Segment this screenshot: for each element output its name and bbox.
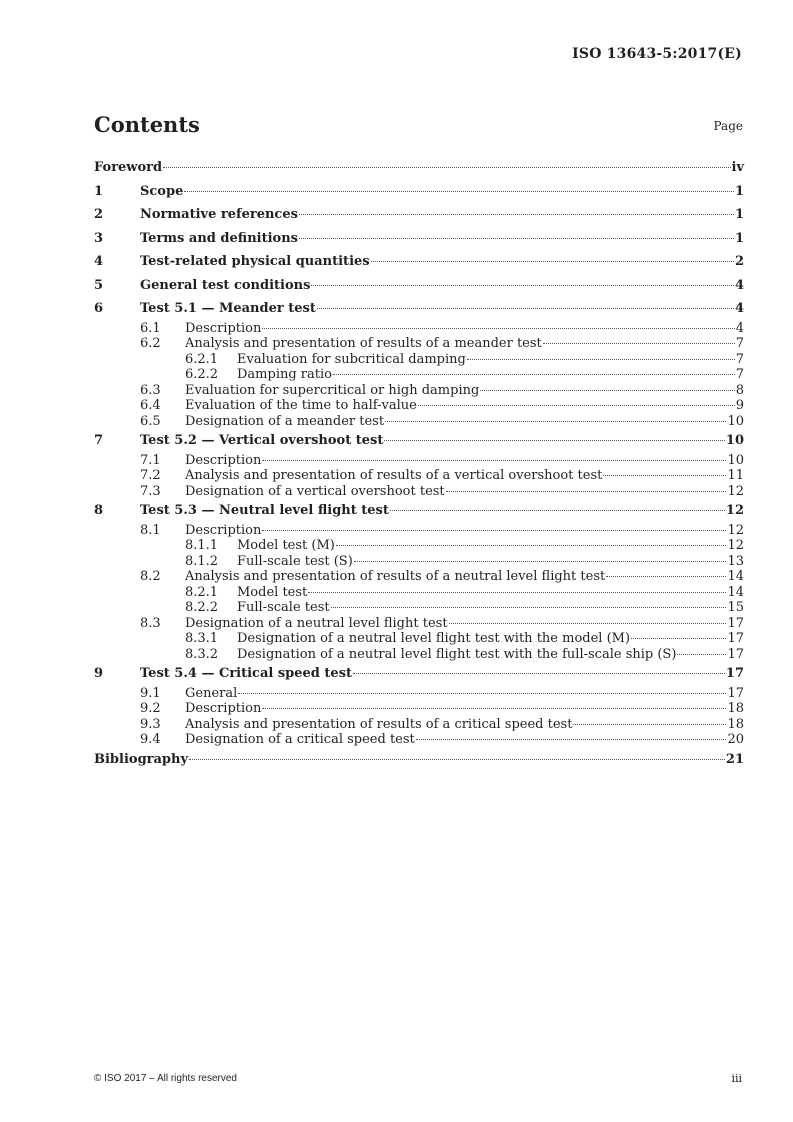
toc-entry-page: 7 <box>735 336 744 351</box>
toc-entry-title: Designation of a neutral level flight test with the full-scale ship (S) <box>237 646 677 662</box>
toc-entry-title: Full-scale test (S) <box>237 553 353 569</box>
dot-leader <box>371 261 734 262</box>
toc-entry[interactable] <box>94 274 744 298</box>
toc-entry-number: 9.4 <box>140 732 161 747</box>
toc-entry-title: Test 5.4 — Critical speed test <box>140 666 353 681</box>
toc-entry-title: Damping ratio <box>237 367 332 382</box>
toc-entry-number: 2 <box>94 207 104 222</box>
toc-entry-number: 7.1 <box>140 452 161 468</box>
toc-entry-page: 4 <box>734 277 744 293</box>
dot-leader <box>163 167 730 168</box>
toc-entry-page: 18 <box>727 716 744 732</box>
toc-entry-page: 14 <box>727 569 744 584</box>
toc-entry-page: 11 <box>727 468 744 483</box>
dot-leader <box>418 405 735 406</box>
toc-entry-page: 17 <box>725 666 744 681</box>
toc-entry[interactable] <box>94 227 744 251</box>
toc-entry-title: Analysis and presentation of results of a critical speed test <box>185 716 573 732</box>
toc-entry-title: Analysis and presentation of results of a meander test <box>185 336 542 351</box>
toc-entry-page: 8 <box>735 382 744 398</box>
dot-leader <box>262 328 734 329</box>
copyright-notice: © ISO 2017 – All rights reserved <box>94 1073 237 1084</box>
toc-entry-title: Analysis and presentation of results of a vertical overshoot test <box>185 468 603 483</box>
dot-leader <box>317 308 734 309</box>
toc-entry-page: 4 <box>734 301 744 316</box>
page-number: iii <box>731 1072 742 1085</box>
toc-entry[interactable] <box>94 156 744 180</box>
toc-entry[interactable] <box>94 250 744 274</box>
toc-entry[interactable] <box>94 367 744 383</box>
dot-leader <box>384 440 725 441</box>
toc-entry-number: 8.3.1 <box>185 631 219 646</box>
toc-entry-title: Model test (M) <box>237 538 335 553</box>
toc-entry-page: 12 <box>727 522 744 538</box>
dot-leader <box>311 285 734 286</box>
dot-leader <box>184 191 734 192</box>
toc-entry-number: 8 <box>94 503 104 518</box>
toc-entry-page: iv <box>731 160 744 175</box>
dot-leader <box>354 561 727 562</box>
toc-entry-title: Description <box>185 452 262 468</box>
toc-entry[interactable] <box>94 585 744 601</box>
toc-entry-page: 17 <box>727 685 744 701</box>
toc-entry-title: Designation of a vertical overshoot test <box>185 483 445 499</box>
toc-entry-title: Evaluation for supercritical or high damping <box>185 382 480 398</box>
toc-entry[interactable] <box>94 662 744 686</box>
toc-entry-page: 14 <box>727 584 744 600</box>
dot-leader <box>480 390 734 391</box>
toc-entry[interactable] <box>94 732 744 748</box>
dot-leader <box>308 592 726 593</box>
toc-entry-page: 7 <box>735 367 744 382</box>
toc-entry-title: Foreword <box>94 160 163 175</box>
toc-entry-title: Test 5.3 — Neutral level flight test <box>140 503 389 518</box>
toc-entry-page: 1 <box>734 183 744 199</box>
toc-entry-number: 6.3 <box>140 382 161 398</box>
toc-entry-number: 6.2.1 <box>185 351 219 367</box>
toc-entry-page: 12 <box>727 483 744 499</box>
toc-entry[interactable] <box>94 180 744 204</box>
toc-entry-number: 8.1.1 <box>185 538 219 553</box>
toc-entry-page: 1 <box>734 207 744 222</box>
dot-leader <box>446 491 727 492</box>
dot-leader <box>331 607 727 608</box>
toc-entry[interactable] <box>94 453 744 469</box>
toc-entry-page: 12 <box>727 538 744 553</box>
toc-entry-title: Test 5.2 — Vertical overshoot test <box>140 433 384 448</box>
dot-leader <box>189 759 725 760</box>
dot-leader <box>449 623 727 624</box>
dot-leader <box>336 545 727 546</box>
toc-entry[interactable] <box>94 523 744 539</box>
toc-entry-title: Normative references <box>140 207 298 222</box>
toc-entry[interactable] <box>94 631 744 647</box>
toc-entry-page: 20 <box>727 732 744 747</box>
toc-entry-title: Full-scale test <box>237 600 330 615</box>
toc-entry-number: 8.3 <box>140 615 161 631</box>
toc-entry[interactable] <box>94 414 744 430</box>
toc-entry[interactable] <box>94 398 744 414</box>
toc-entry[interactable] <box>94 569 744 585</box>
toc-entry-page: 18 <box>727 701 744 716</box>
toc-entry-page: 1 <box>734 230 744 246</box>
toc-entry-title: Test-related physical quantities <box>140 254 370 269</box>
toc-entry[interactable] <box>94 499 744 523</box>
toc-entry-title: Bibliography <box>94 751 189 767</box>
toc-entry-title: Designation of a neutral level flight test <box>185 615 448 631</box>
toc-entry-title: Test 5.1 — Meander test <box>140 301 316 316</box>
toc-entry[interactable] <box>94 686 744 702</box>
toc-entry-number: 3 <box>94 230 104 246</box>
toc-entry-page: 12 <box>725 503 744 518</box>
dot-leader <box>467 359 735 360</box>
toc-entry[interactable] <box>94 600 744 616</box>
dot-leader <box>677 654 726 655</box>
dot-leader <box>416 739 727 740</box>
toc-entry-title: Description <box>185 701 262 716</box>
toc-entry-title: Description <box>185 522 262 538</box>
toc-entry-page: 21 <box>725 751 744 767</box>
toc-entry-title: Analysis and presentation of results of a neutral level flight test <box>185 569 606 584</box>
toc-entry-page: 10 <box>727 413 744 429</box>
toc-entry-number: 8.2 <box>140 569 161 584</box>
toc-entry-number: 6.5 <box>140 413 161 429</box>
toc-entry-number: 8.2.1 <box>185 584 219 600</box>
toc-entry-number: 5 <box>94 277 104 293</box>
page-column-label: Page <box>713 119 743 133</box>
toc-entry-number: 6.1 <box>140 320 161 336</box>
toc-entry-number: 7.2 <box>140 468 161 483</box>
toc-entry[interactable] <box>94 383 744 399</box>
toc-entry-title: Description <box>185 320 262 336</box>
dot-leader <box>390 510 725 511</box>
dot-leader <box>385 421 726 422</box>
toc-entry-title: Scope <box>140 183 184 199</box>
dot-leader <box>631 638 726 639</box>
dot-leader <box>299 238 734 239</box>
toc-entry[interactable] <box>94 429 744 453</box>
toc-entry[interactable] <box>94 352 744 368</box>
toc-entry[interactable] <box>94 297 744 321</box>
page-title: Contents <box>94 112 200 137</box>
toc-entry-number: 8.2.2 <box>185 600 219 615</box>
table-of-contents <box>94 156 744 771</box>
toc-entry-page: 10 <box>725 433 744 448</box>
toc-entry-page: 9 <box>735 398 744 413</box>
toc-entry-page: 2 <box>734 254 744 269</box>
toc-entry-page: 17 <box>727 646 744 662</box>
toc-entry-page: 17 <box>727 631 744 646</box>
dot-leader <box>262 530 726 531</box>
toc-entry[interactable] <box>94 321 744 337</box>
toc-entry[interactable] <box>94 336 744 352</box>
toc-entry-number: 9 <box>94 666 104 681</box>
toc-entry-number: 4 <box>94 254 104 269</box>
toc-entry-number: 6.2 <box>140 336 161 351</box>
toc-entry-title: Model test <box>237 584 308 600</box>
toc-entry-number: 7 <box>94 433 104 448</box>
toc-entry-number: 1 <box>94 183 104 199</box>
toc-entry[interactable] <box>94 538 744 554</box>
toc-entry[interactable] <box>94 484 744 500</box>
toc-entry[interactable] <box>94 701 744 717</box>
toc-entry[interactable] <box>94 748 744 772</box>
dot-leader <box>262 460 726 461</box>
toc-entry-title: Designation of a meander test <box>185 413 385 429</box>
dot-leader <box>573 724 726 725</box>
toc-entry-title: Designation of a neutral level flight test with the model (M) <box>237 631 631 646</box>
toc-entry-title: General <box>185 685 238 701</box>
dot-leader <box>333 374 735 375</box>
toc-entry-number: 9.3 <box>140 716 161 732</box>
toc-entry[interactable] <box>94 647 744 663</box>
toc-entry[interactable] <box>94 616 744 632</box>
toc-entry-title: Designation of a critical speed test <box>185 732 415 747</box>
toc-entry-page: 13 <box>727 553 744 569</box>
toc-entry-number: 8.1.2 <box>185 553 219 569</box>
dot-leader <box>238 693 726 694</box>
toc-entry-title: Terms and definitions <box>140 230 298 246</box>
toc-entry-title: Evaluation of the time to half-value <box>185 398 417 413</box>
toc-entry-number: 6 <box>94 301 104 316</box>
dot-leader <box>543 343 735 344</box>
dot-leader <box>603 475 726 476</box>
toc-entry-page: 4 <box>735 320 744 336</box>
toc-entry-number: 8.3.2 <box>185 646 219 662</box>
toc-entry[interactable] <box>94 203 744 227</box>
toc-entry-page: 15 <box>727 600 744 615</box>
toc-entry[interactable] <box>94 468 744 484</box>
toc-entry[interactable] <box>94 717 744 733</box>
dot-leader <box>606 576 726 577</box>
dot-leader <box>299 214 734 215</box>
toc-entry-number: 9.2 <box>140 701 161 716</box>
toc-entry-number: 8.1 <box>140 522 161 538</box>
toc-entry-page: 10 <box>727 452 744 468</box>
toc-entry-page: 17 <box>727 615 744 631</box>
toc-entry-number: 6.4 <box>140 398 161 413</box>
toc-entry-page: 7 <box>735 351 744 367</box>
toc-entry-number: 7.3 <box>140 483 161 499</box>
toc-entry[interactable] <box>94 554 744 570</box>
toc-entry-number: 9.1 <box>140 685 161 701</box>
dot-leader <box>353 673 725 674</box>
document-id: ISO 13643-5:2017(E) <box>572 46 742 62</box>
toc-entry-title: Evaluation for subcritical damping <box>237 351 466 367</box>
toc-entry-number: 6.2.2 <box>185 367 219 382</box>
dot-leader <box>262 708 726 709</box>
toc-entry-title: General test conditions <box>140 277 311 293</box>
